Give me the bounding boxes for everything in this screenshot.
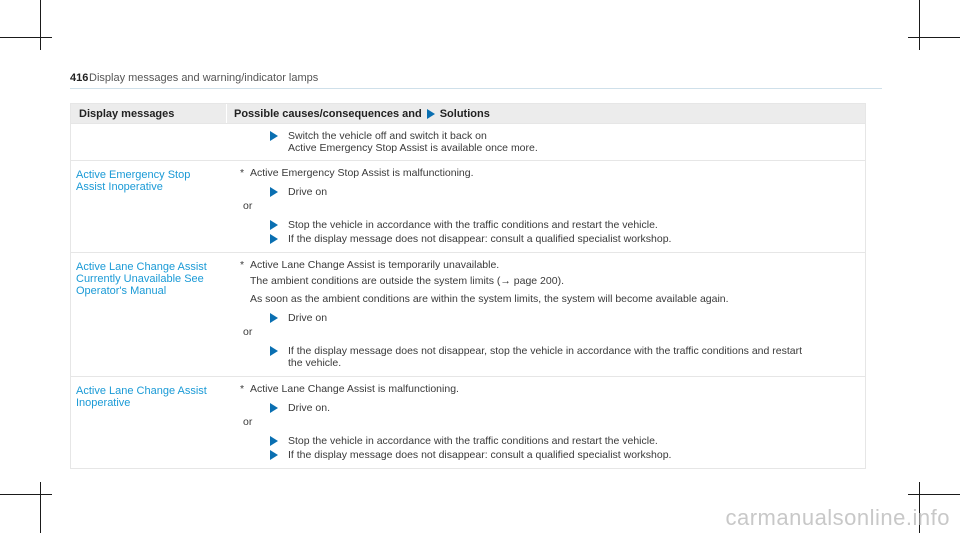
solution-arrow-icon [270,131,278,141]
or-label: or [243,200,253,212]
message-cell [71,124,226,160]
step-text: If the display message does not disappear, stop the vehicle in accordance with the traffic conditions and restart [288,345,803,357]
crop-mark [0,37,52,38]
solution-cell [226,377,865,468]
message-cell [71,377,226,468]
table-row [71,376,865,468]
cause-text: Active Emergency Stop Assist is malfunctioning. [250,167,474,179]
step-text: Switch the vehicle off and switch it back on [288,130,487,142]
crop-mark [40,0,41,50]
solution-step [270,312,865,324]
solution-arrow-icon [270,403,278,413]
solution-arrow-icon [270,436,278,446]
asterisk: * [240,383,245,395]
column-header-causes-solutions [226,108,865,120]
info-text: The ambient conditions are outside the system limits (→ page 200). [250,275,564,287]
crop-mark [908,494,960,495]
solution-cell [226,161,865,252]
display-message: Active Emergency Stop [76,169,191,181]
step-text: If the display message does not disappear: consult a qualified specialist workshop. [288,233,672,245]
step-text: Stop the vehicle in accordance with the traffic conditions and restart the vehicle. [288,435,658,447]
table-row [71,252,865,376]
step-text: Stop the vehicle in accordance with the traffic conditions and restart the vehicle. [288,219,658,231]
message-cell [71,161,226,252]
solution-step [270,435,865,447]
column-header-display-messages: Display messages [79,107,175,120]
or-label: or [243,326,253,338]
solution-step [270,186,865,198]
solution-step [270,449,865,461]
table-header [71,104,865,123]
header-solutions-label: Solutions [439,107,490,120]
solution-arrow-icon [270,220,278,230]
solution-arrow-icon [270,313,278,323]
asterisk: * [240,259,245,271]
solution-cell [226,124,865,160]
or-label: or [243,416,253,428]
solution-cell [226,253,865,376]
solution-step [270,402,865,414]
display-message: Active Lane Change Assist [76,385,207,397]
solution-arrow-icon [427,109,435,119]
solution-step [270,130,865,154]
solution-arrow-icon [270,450,278,460]
step-text: the vehicle. [288,357,342,369]
header-causes-label: Possible causes/consequences and [234,107,422,120]
solution-step [270,233,865,245]
step-text: Drive on [288,186,328,198]
display-message: Assist Inoperative [76,181,163,193]
message-cell [71,253,226,376]
solution-step [270,219,865,231]
solution-step [270,345,865,369]
solution-arrow-icon [270,346,278,356]
step-text: If the display message does not disappear: consult a qualified specialist workshop. [288,449,672,461]
crop-mark [0,494,52,495]
crop-mark [40,482,41,533]
display-message: Currently Unavailable See [76,273,204,285]
step-text: Drive on [288,312,328,324]
display-message: Operator's Manual [76,285,167,297]
cause-text: Active Lane Change Assist is temporarily unavailable. [250,259,500,271]
display-message: Inoperative [76,397,131,409]
messages-table [70,103,866,469]
solution-arrow-icon [270,187,278,197]
asterisk: * [240,167,245,179]
crop-mark [908,37,960,38]
step-text: Drive on. [288,402,331,414]
step-text: Active Emergency Stop Assist is available once more. [288,142,538,154]
info-text: As soon as the ambient conditions are within the system limits, the system will become available again. [250,293,729,305]
column-divider [226,104,227,123]
cause-text: Active Lane Change Assist is malfunctioning. [250,383,459,395]
solution-arrow-icon [270,234,278,244]
page-header-title: Display messages and warning/indicator lamps [89,72,319,84]
watermark: carmanualsonline.info [725,505,950,530]
display-message: Active Lane Change Assist [76,261,207,273]
table-row [71,160,865,252]
page-number: 416 [70,72,89,84]
crop-mark [919,0,920,50]
table-row [71,123,865,160]
header-divider [70,88,882,89]
